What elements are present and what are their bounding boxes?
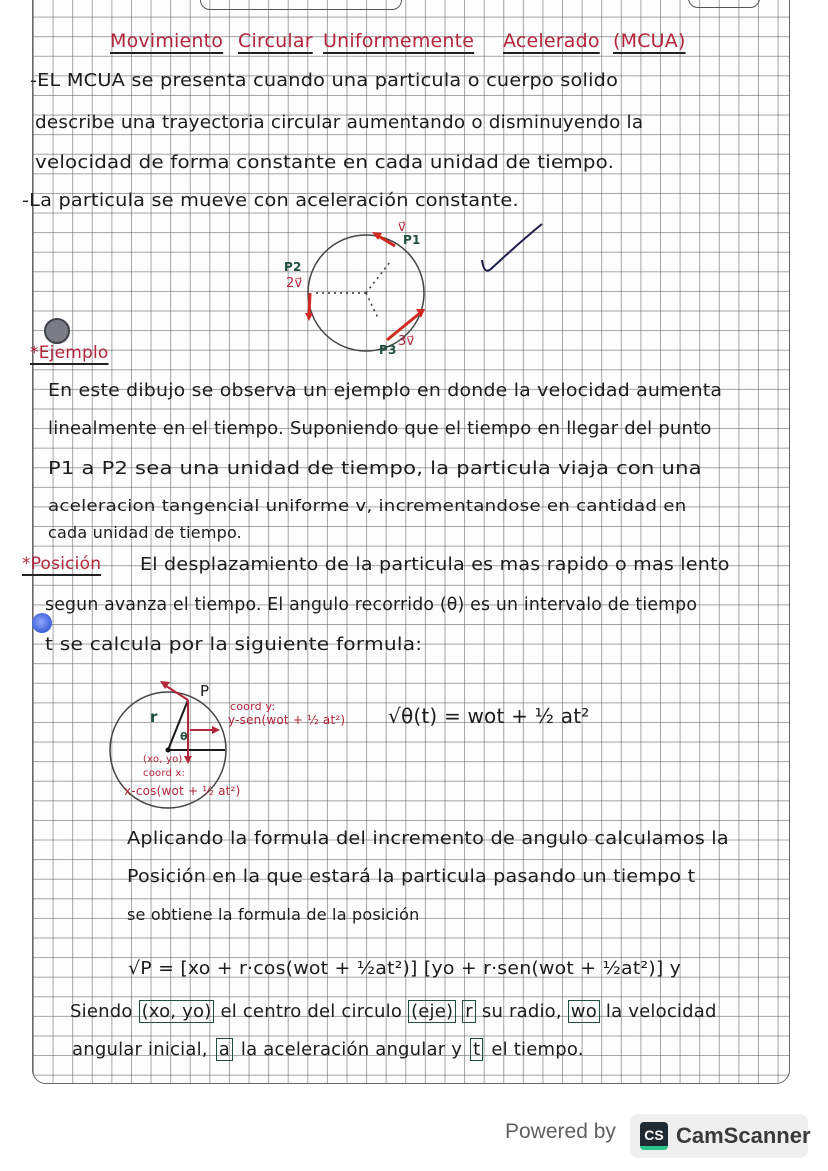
text-line: segun avanza el tiempo. El angulo recorrido (θ) es un intervalo de tiempo xyxy=(45,594,698,615)
position-heading: *Posición xyxy=(22,554,102,574)
definitions-line-2 xyxy=(72,1038,584,1061)
text-line: se obtiene la formula de la posición xyxy=(127,905,420,924)
coord-x-formula: x-cos(wot + ½ at²) xyxy=(124,784,241,798)
title-word: Acelerado xyxy=(503,30,600,52)
title-word: Uniformemente xyxy=(323,30,475,52)
label-center: (xo, yo) xyxy=(143,754,183,765)
boxed-term-time: t xyxy=(470,1038,483,1061)
text: el tiempo. xyxy=(491,1039,584,1060)
text-line: Aplicando la formula del incremento de angulo calculamos la xyxy=(127,828,729,849)
label-p2: P2 xyxy=(284,260,302,274)
boxed-term-axis: (eje) xyxy=(408,1000,456,1023)
label-point-p: P xyxy=(200,682,210,700)
label-radius: r xyxy=(150,708,158,726)
label-angle: θ xyxy=(180,730,188,743)
boxed-term-center: (xo, yo) xyxy=(139,1000,215,1023)
powered-by-text: Powered by xyxy=(505,1120,616,1143)
camscanner-brand-name: CamScanner xyxy=(676,1123,811,1148)
position-formula: √P = [xo + r·cos(wot + ½at²)] [yo + r·sen(wot + ½at²)] y xyxy=(128,958,682,979)
boxed-term-acceleration: a xyxy=(216,1038,233,1061)
title-word: (MCUA) xyxy=(613,30,686,52)
text: Siendo xyxy=(70,1001,133,1022)
theta-formula: √θ(t) = wot + ½ at² xyxy=(388,704,590,728)
boxed-term-radius: r xyxy=(462,1000,476,1023)
text-line: -La particula se mueve con aceleración constante. xyxy=(22,190,519,211)
text-line: velocidad de forma constante en cada unidad de tiempo. xyxy=(35,152,615,173)
text-line: cada unidad de tiempo. xyxy=(48,523,242,542)
coord-y-label: coord y: xyxy=(230,700,276,713)
text: angular inicial, xyxy=(72,1039,208,1060)
text-line: aceleracion tangencial uniforme v, incrementandose en cantidad en xyxy=(48,496,687,515)
title-word: Circular xyxy=(238,30,313,52)
coord-x-label: coord x: xyxy=(143,768,186,779)
text-line: linealmente en el tiempo. Suponiendo que el tiempo en llegar del punto xyxy=(48,418,712,439)
text-line: describe una trayectoria circular aumentando o disminuyendo la xyxy=(35,112,644,133)
text: el centro del circulo xyxy=(220,1001,403,1022)
camscanner-logo-icon: CS xyxy=(640,1122,668,1150)
label-p2-velocity: 2v⃗ xyxy=(286,276,303,291)
text-line: -EL MCUA se presenta cuando una particula o cuerpo solido xyxy=(30,70,619,91)
label-p1: P1 xyxy=(403,233,421,247)
text: la aceleración angular y xyxy=(240,1039,463,1060)
label-p3: P3 xyxy=(379,343,397,357)
example-heading: *Ejemplo xyxy=(30,343,109,363)
label-p1-velocity: v⃗ xyxy=(398,220,406,235)
text: la velocidad xyxy=(605,1001,717,1022)
label-p3-velocity: 3v⃗ xyxy=(398,334,415,349)
text-line: Posición en la que estará la particula pasando un tiempo t xyxy=(127,866,696,887)
text: su radio, xyxy=(481,1001,562,1022)
text-line: En este dibujo se observa un ejemplo en donde la velocidad aumenta xyxy=(48,380,723,401)
coord-y-formula: y-sen(wot + ½ at²) xyxy=(228,713,346,727)
definitions-line-1 xyxy=(70,1000,717,1023)
title-word: Movimiento xyxy=(110,30,224,52)
text-line: P1 a P2 sea una unidad de tiempo, la particula viaja con una xyxy=(48,458,702,479)
text-line: t se calcula por la siguiente formula: xyxy=(45,634,423,655)
boxed-term-angular-velocity: wo xyxy=(568,1000,600,1023)
text-line: El desplazamiento de la particula es mas rapido o mas lento xyxy=(140,554,730,575)
camscanner-badge[interactable] xyxy=(630,1114,811,1158)
